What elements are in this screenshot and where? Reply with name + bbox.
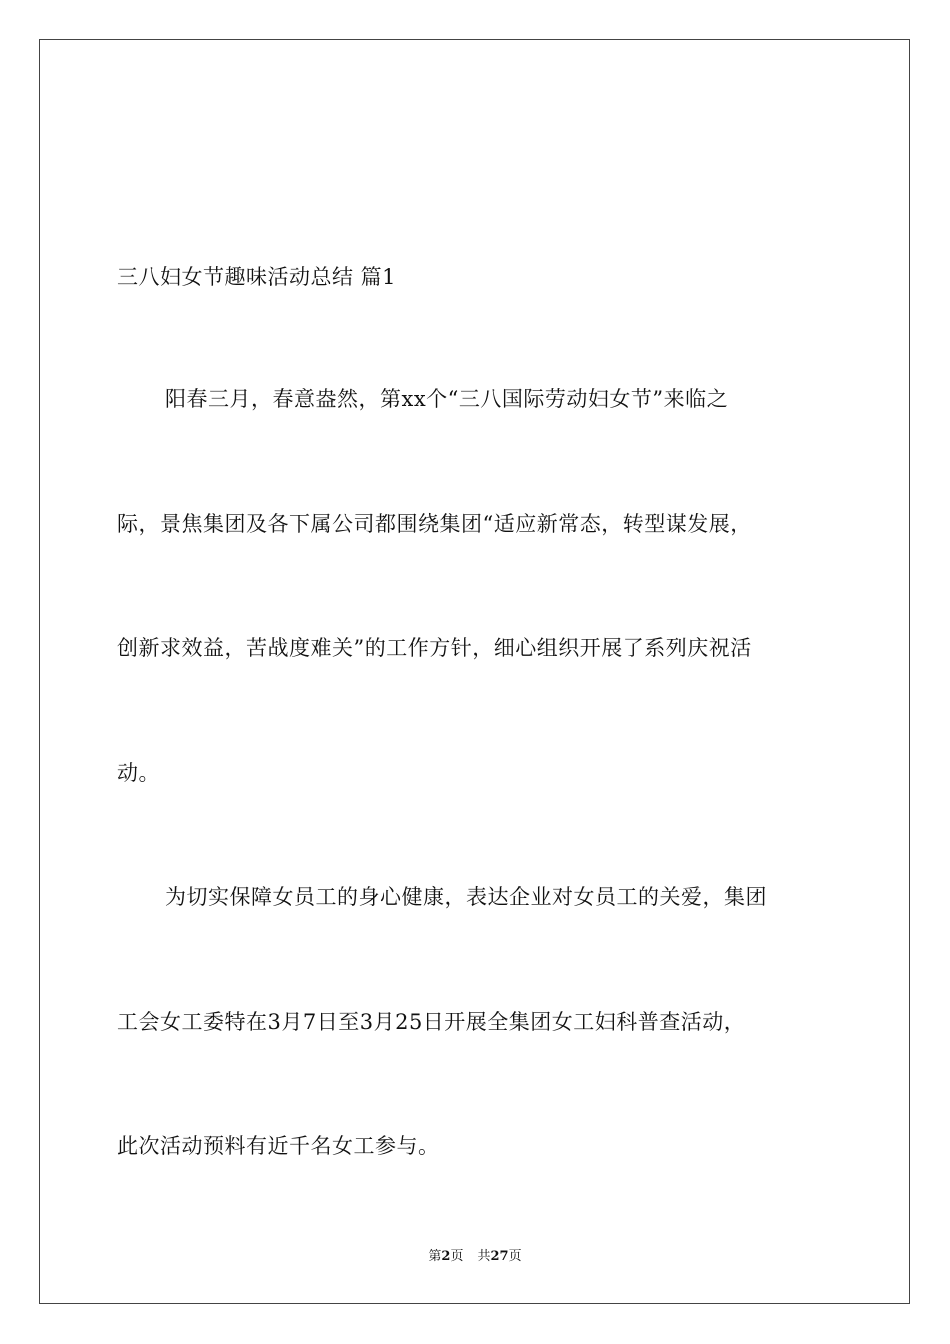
- paragraph-line: 工会女工委特在3月7日至3月25日开展全集团女工妇科普查活动，: [117, 1010, 746, 1034]
- document-title: 三八妇女节趣味活动总结 篇1: [117, 265, 397, 289]
- paragraph-line: 际，景焦集团及各下属公司都围绕集团“适应新常态，转型谋发展，: [117, 512, 752, 536]
- footer-total-pages: 27: [490, 1249, 509, 1264]
- page-frame: [39, 39, 910, 1304]
- footer-total-prefix: 共: [477, 1249, 491, 1264]
- page-footer: [0, 1248, 950, 1266]
- footer-page-number: 2: [441, 1249, 451, 1264]
- footer-total-suffix: 页: [508, 1249, 522, 1264]
- footer-page-suffix: 页: [450, 1249, 464, 1264]
- paragraph-line: 阳春三月，春意盎然，第xx个“三八国际劳动妇女节”来临之: [165, 387, 729, 411]
- footer-page-prefix: 第: [428, 1249, 442, 1264]
- paragraph-line: 动。: [117, 761, 160, 785]
- paragraph-line: 此次活动预料有近千名女工参与。: [117, 1134, 440, 1158]
- paragraph-line: 创新求效益，苦战度难关”的工作方针，细心组织开展了系列庆祝活: [117, 636, 752, 660]
- paragraph-line: 为切实保障女员工的身心健康，表达企业对女员工的关爱，集团: [165, 885, 767, 909]
